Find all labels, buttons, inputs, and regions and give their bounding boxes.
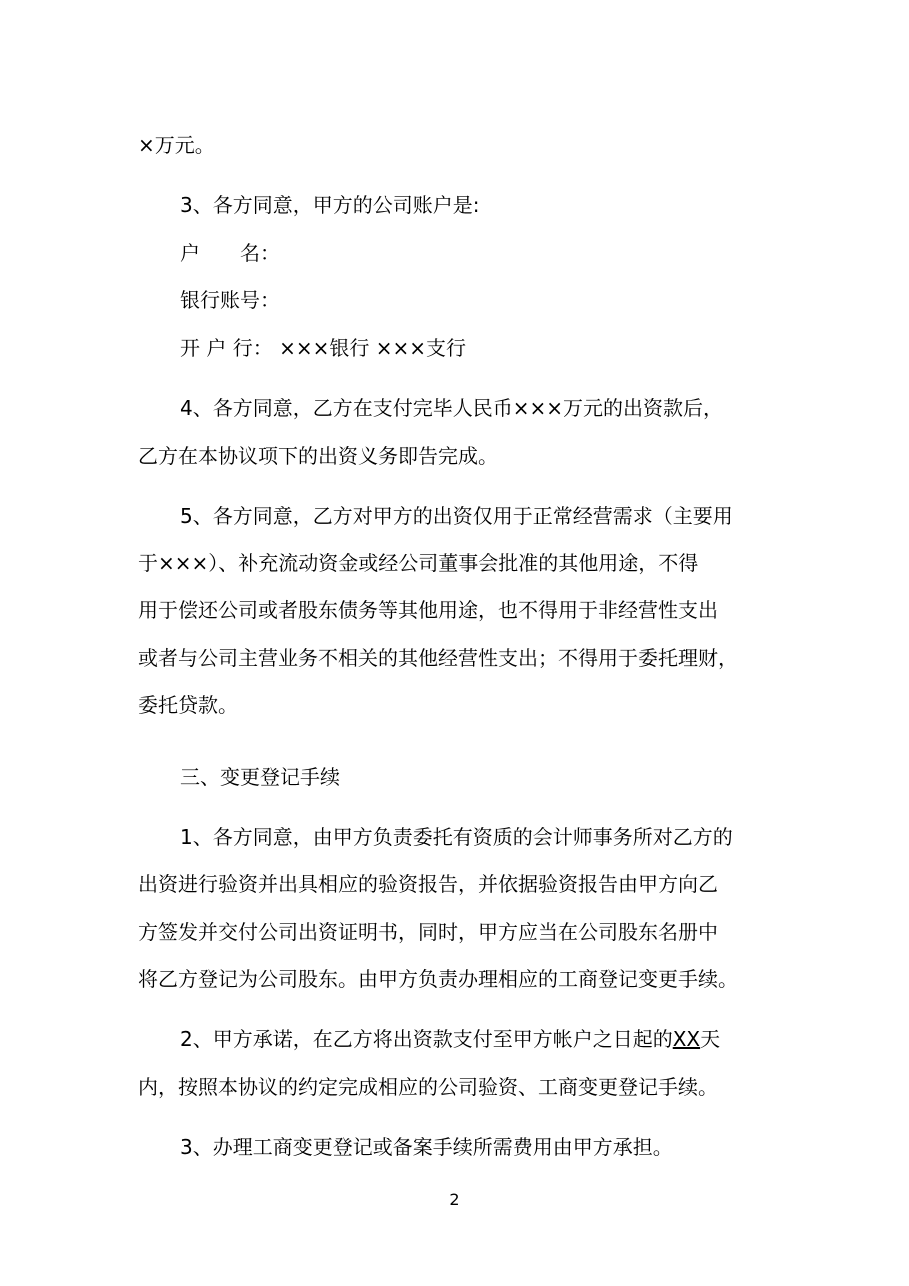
text-line: 方签发并交付公司出资证明书，同时，甲方应当在公司股东名册中 <box>138 920 718 944</box>
text-line: 乙方在本协议项下的出资义务即告完成。 <box>138 444 498 468</box>
text-line: 内，按照本协议的约定完成相应的公司验资、工商变更登记手续。 <box>138 1075 718 1099</box>
text-line: 用于偿还公司或者股东债务等其他用途，也不得用于非经营性支出 <box>138 598 718 622</box>
text-line: 将乙方登记为公司股东。由甲方负责办理相应的工商登记变更手续。 <box>138 967 738 991</box>
text-line: 3、办理工商变更登记或备案手续所需费用由甲方承担。 <box>180 1135 673 1159</box>
text-line: 3、各方同意，甲方的公司账户是: <box>180 193 480 217</box>
section-heading: 三、变更登记手续 <box>180 765 340 789</box>
text-line: 4、各方同意，乙方在支付完毕人民币×××万元的出资款后， <box>180 396 723 420</box>
text-line: 委托贷款。 <box>138 693 238 717</box>
text-line: 1、各方同意，由甲方负责委托有资质的会计师事务所对乙方的 <box>180 825 733 849</box>
text-line: 户 名： <box>180 241 280 265</box>
text-line: 出资进行验资并出具相应的验资报告，并依据验资报告由甲方向乙 <box>138 872 718 896</box>
text-line: 于×××）、补充流动资金或经公司董事会批准的其他用途，不得 <box>138 551 699 575</box>
text-run: 2、甲方承诺，在乙方将出资款支付至甲方帐户之日起的 <box>180 1027 673 1051</box>
text-line: 银行账号： <box>180 288 280 312</box>
text-run: 天 <box>700 1027 721 1051</box>
text-line: ×万元。 <box>138 133 215 157</box>
text-line: 或者与公司主营业务不相关的其他经营性支出；不得用于委托理财， <box>138 646 738 670</box>
text-line: 5、各方同意，乙方对甲方的出资仅用于正常经营需求（主要用 <box>180 504 733 528</box>
underlined-days-placeholder: XX <box>672 1027 701 1051</box>
page-number: 2 <box>449 1190 460 1209</box>
text-line: 开 户 行： ×××银行 ×××支行 <box>180 336 466 360</box>
text-line <box>180 1027 830 1051</box>
